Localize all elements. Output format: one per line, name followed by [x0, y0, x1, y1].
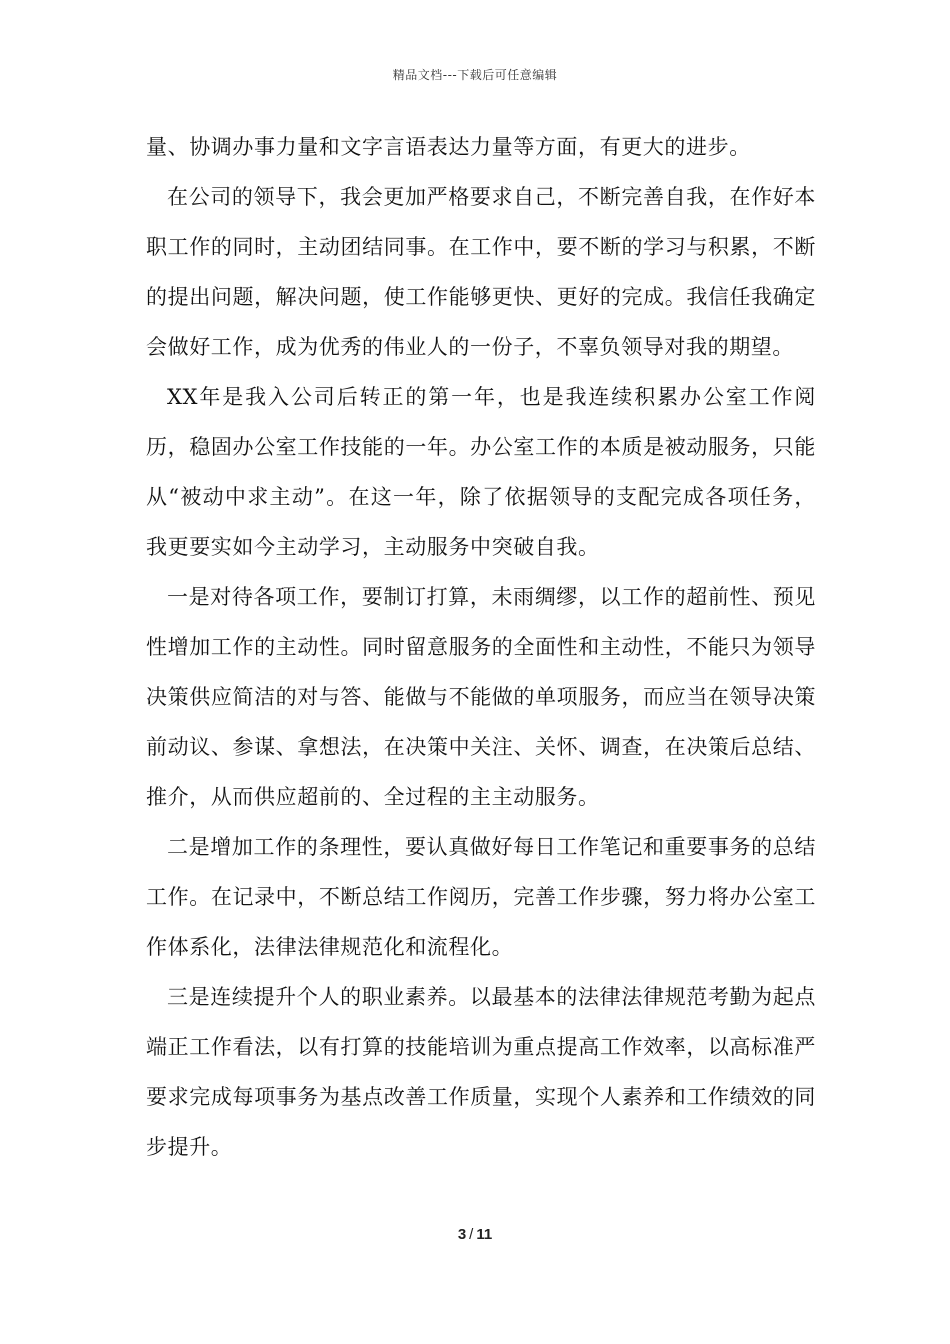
- document-body: [146, 122, 816, 1172]
- page-current: 3: [457, 1226, 467, 1243]
- paragraph: 三是连续提升个人的职业素养。以最基本的法律法律规范考勤为起点端正工作看法，以有打算的技能培训为重点提高工作效率，以高标准严要求完成每项事务为基点改善工作质量，实现个人素养和工作绩效的同步提升。: [146, 985, 816, 1159]
- paragraph: XX年是我入公司后转正的第一年，也是我连续积累办公室工作阅历，稳固办公室工作技能的一年。办公室工作的本质是被动服务，只能从“被动中求主动”。在这一年，除了依据领导的支配完成各项任务，我更要实如今主动学习，主动服务中突破自我。: [146, 385, 816, 559]
- page-header: 精品文档---下载后可任意编辑: [392, 68, 558, 82]
- paragraph: 一是对待各项工作，要制订打算，未雨绸缪，以工作的超前性、预见性增加工作的主动性。同时留意服务的全面性和主动性，不能只为领导决策供应简洁的对与答、能做与不能做的单项服务，而应当在领导决策前动议、参谋、拿想法，在决策中关注、关怀、调查，在决策后总结、推介，从而供应超前的、全过程的主主动服务。: [146, 585, 816, 809]
- paragraph: 二是增加工作的条理性，要认真做好每日工作笔记和重要事务的总结工作。在记录中，不断总结工作阅历，完善工作步骤，努力将办公室工作体系化，法律法律规范化和流程化。: [146, 835, 816, 959]
- paragraph: 在公司的领导下，我会更加严格要求自己，不断完善自我，在作好本职工作的同时，主动团结同事。在工作中，要不断的学习与积累，不断的提出问题，解决问题，使工作能够更快、更好的完成。我信任我确定会做好工作，成为优秀的伟业人的一份子，不辜负领导对我的期望。: [146, 185, 816, 359]
- page-number: [0, 1226, 950, 1243]
- page-total: 11: [476, 1226, 493, 1243]
- paragraph: 量、协调办事力量和文字言语表达力量等方面，有更大的进步。: [146, 135, 751, 159]
- page-separator: /: [469, 1226, 474, 1243]
